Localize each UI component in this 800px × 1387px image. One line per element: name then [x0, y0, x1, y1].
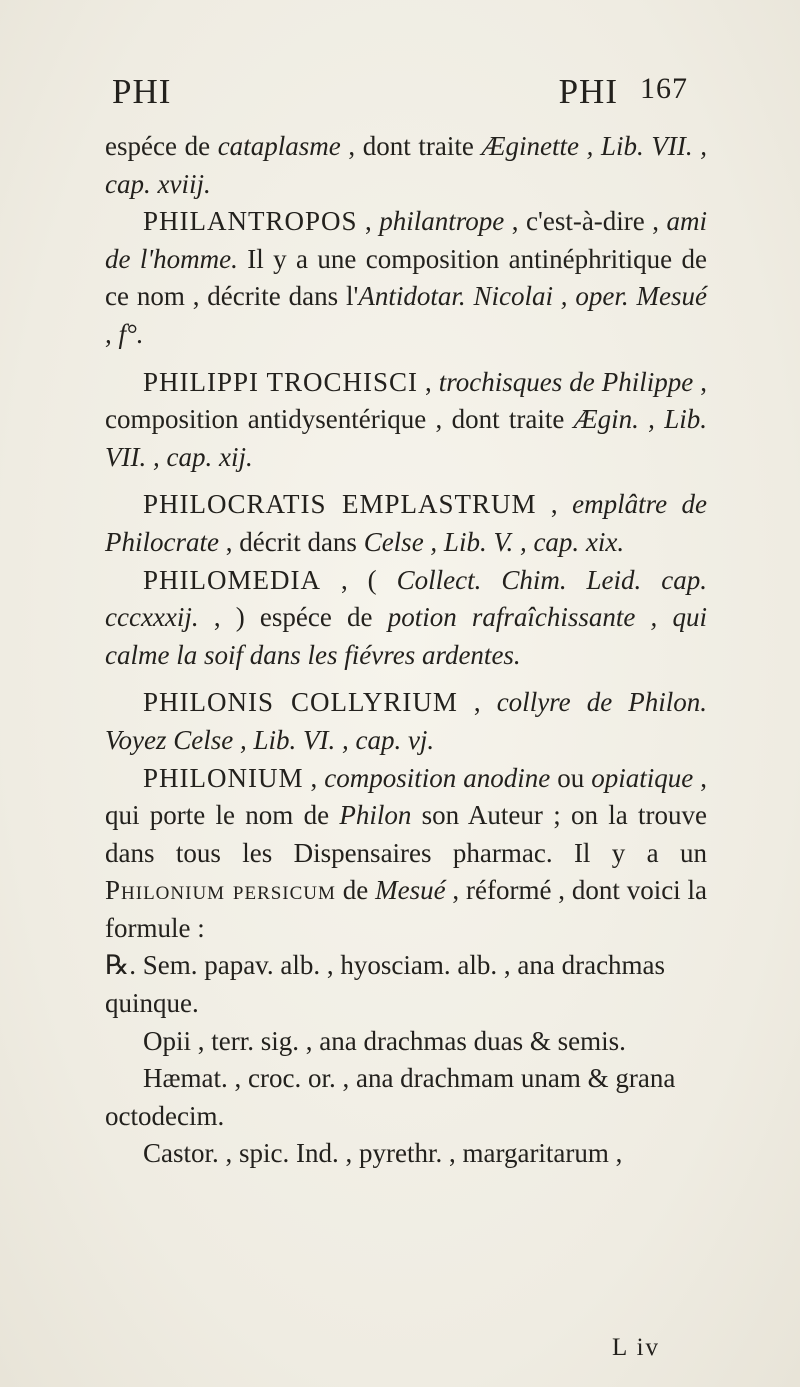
entry-text: , décrit dans — [218, 526, 364, 557]
entry-headword: PHILOMEDIA — [143, 564, 321, 595]
recipe-line-4: Castor. , spic. Ind. , pyrethr. , margaritarum , — [143, 1138, 623, 1169]
entry-headword: PHILONIUM — [143, 762, 304, 793]
page-number: 167 — [640, 72, 688, 105]
entry-italic: Collect. Chim. Leid. cap. cccxxxij. — [105, 564, 707, 633]
entry-headword: PHILOCRATIS EMPLASTRUM — [143, 489, 537, 520]
running-header — [112, 72, 688, 112]
entry-philomedia — [105, 562, 707, 675]
header-left: PHI — [112, 72, 172, 111]
entry-italic: trochisques de Philippe — [438, 366, 694, 397]
entry-text: , — [457, 687, 497, 718]
entry-headword: PHILONIS COLLYRIUM — [143, 687, 458, 718]
entry-italic: cataplasme — [217, 131, 341, 161]
entry-philantropos — [105, 203, 707, 353]
entry-italic: opiatique — [591, 762, 694, 793]
entry-text: , composition antidysentérique , dont traite — [105, 366, 707, 435]
header-right: PHI — [558, 72, 618, 111]
entry-philippi-trochisci — [105, 364, 707, 477]
entry-philonium — [105, 760, 707, 948]
entry-italic: emplâtre de Philocrate — [105, 489, 707, 557]
entry-text: , ( — [321, 564, 397, 595]
entry-text: , — [418, 366, 439, 397]
entry-text: Il y a une composition antinéphritique de ce nom , décrite dans l' — [105, 243, 707, 312]
entry-text: ou — [550, 762, 592, 793]
recipe-line-3: Hæmat. , croc. or. , ana drachmam unam & grana octodecim. — [105, 1063, 676, 1131]
entry-text: son Auteur ; on la trouve dans tous les Dispensaires pharmac. Il y a un — [105, 800, 707, 868]
entry-text: , réformé , dont voici la formule : — [105, 875, 707, 943]
entry-italic: Antidotar. Nicolai , oper. Mesué , f°. — [105, 281, 707, 349]
entry-text: , — [303, 762, 325, 793]
entry-text: , — [536, 489, 573, 520]
dictionary-text — [105, 128, 707, 1173]
recipe-line-2: Opii , terr. sig. , ana drachmas duas & semis. — [143, 1025, 626, 1056]
entry-philonis-collyrium — [105, 684, 707, 759]
entry-continuation — [105, 128, 707, 203]
signature-mark: L iv — [612, 1334, 661, 1361]
entry-text: , c'est-à-dire , — [504, 206, 667, 237]
entry-italic: Mesué — [375, 875, 446, 906]
entry-italic: Celse , Lib. V. , cap. xix. — [363, 526, 625, 557]
entry-italic: collyre de Philon. Voyez Celse , Lib. VI. , cap. vj. — [105, 687, 707, 755]
entry-text: , — [357, 206, 380, 237]
entry-italic: ami de l'homme. — [105, 206, 707, 274]
header-right-group — [559, 72, 688, 112]
entry-text: , ) espéce de — [198, 602, 388, 633]
entry-headword: PHILANTROPOS — [143, 206, 358, 237]
entry-text: , dont traite — [340, 131, 482, 161]
entry-text: espéce de — [105, 131, 218, 161]
entry-text: , qui porte le nom de — [105, 762, 708, 831]
entry-italic: Philon — [339, 800, 412, 831]
entry-headword: PHILIPPI TROCHISCI — [143, 366, 419, 397]
entry-italic: Ægin. , Lib. VII. , cap. xij. — [105, 404, 707, 472]
entry-philocratis-emplastrum — [105, 486, 707, 561]
recipe-line-1: ℞. Sem. papav. alb. , hyosciam. alb. , ana drachmas quinque. — [105, 950, 666, 1019]
entry-italic: potion rafraîchissante , qui calme la soif dans les fiévres ardentes. — [105, 602, 707, 670]
entry-smallcaps: Philonium persicum — [105, 875, 336, 906]
entry-italic: philantrope — [379, 206, 505, 237]
entry-italic: Æginette , Lib. VII. , cap. xviij. — [105, 131, 707, 199]
entry-text: de — [335, 875, 376, 906]
entry-italic: composition anodine — [324, 762, 551, 793]
